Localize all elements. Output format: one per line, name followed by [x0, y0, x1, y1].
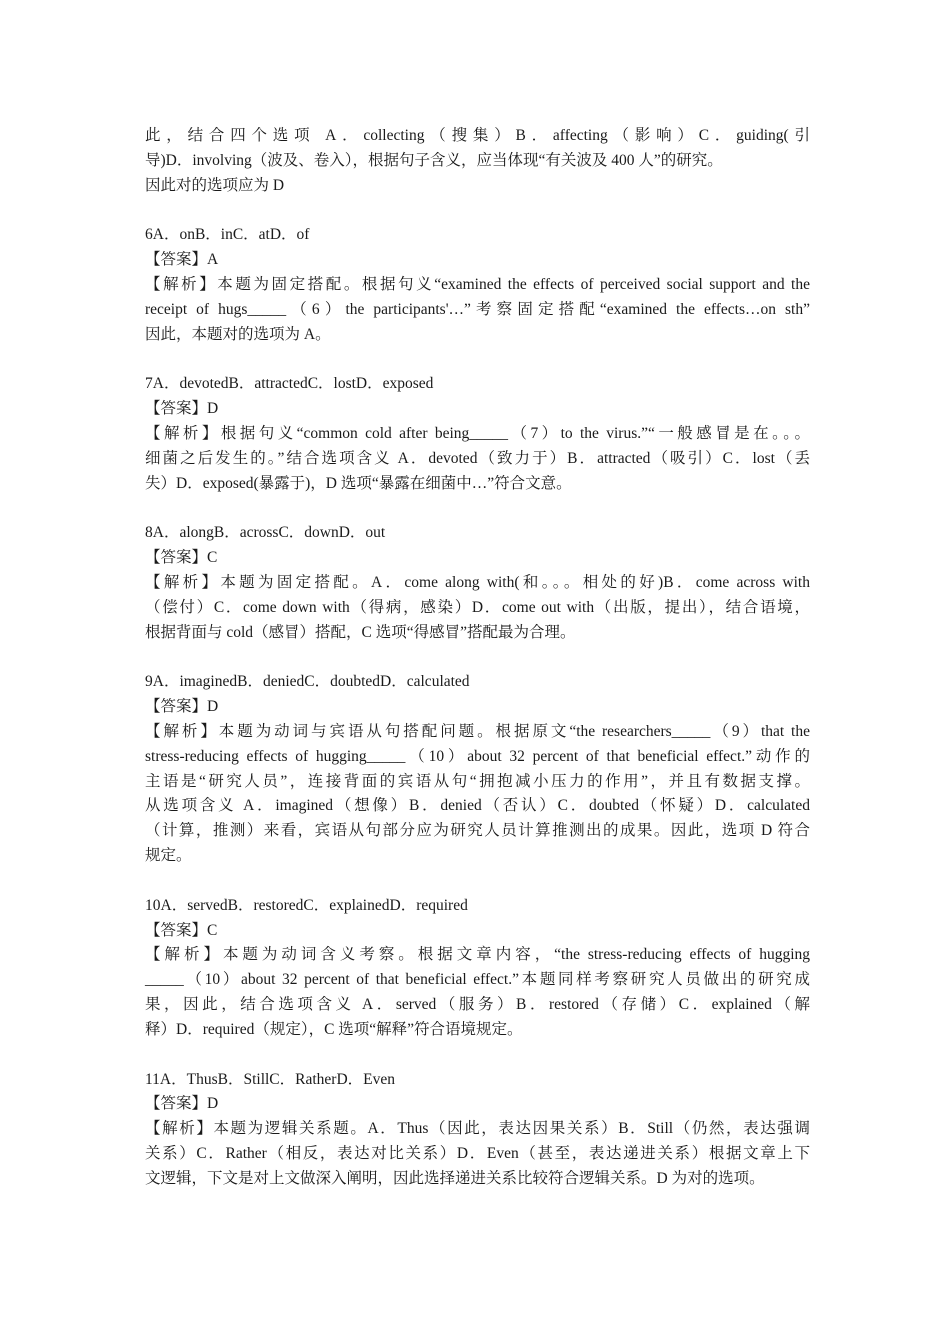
analysis-line: 释）D．required（规定），C 选项“解释”符合语境规定。 — [145, 1020, 523, 1038]
analysis-line: stress-reducing effects of hugging_____（10）about 32 percent of that beneficial effect.”动作的 — [145, 747, 810, 765]
analysis-line: 细菌之后发生的。”结合选项含义 A．devoted（致力于）B．attracted（吸引）C．lost（丢 — [145, 449, 810, 467]
intro-line: 此，结合四个选项 A．collecting（搜集）B．affecting（影响）C．guiding(引 — [145, 127, 810, 144]
question-answer: 【答案】C — [145, 549, 218, 567]
question-6 — [145, 223, 810, 347]
analysis-line: 规定。 — [145, 846, 192, 864]
question-7 — [145, 372, 810, 496]
analysis-line: 失）D．exposed(暴露于)，D 选项“暴露在细菌中…”符合文意。 — [145, 474, 572, 492]
question-answer: 【答案】C — [145, 921, 218, 939]
analysis-line: （计算，推测）来看，宾语从句部分应为研究人员计算推测出的成果。因此，选项 D 符合 — [145, 822, 810, 840]
analysis-line: （偿付）C．come down with（得病，感染）D．come out with（出版，提出），结合语境， — [145, 598, 810, 616]
question-answer: 【答案】D — [145, 400, 219, 418]
question-answer: 【答案】A — [145, 251, 219, 269]
question-answer: 【答案】D — [145, 1095, 219, 1113]
intro-line: 导)D．involving（波及、卷入），根据句子含义，应当体现“有关波及 400 人”的研究。 — [145, 151, 723, 169]
analysis-line: 【解析】本题为固定搭配。A．come along with(和。。。相处的好)B．come across with — [145, 573, 810, 591]
analysis-line: receipt of hugs_____（6）the participants'…”考察固定搭配“examined the effects…on sth” — [145, 300, 810, 318]
analysis-line: 根据背面与 cold（感冒）搭配，C 选项“得感冒”搭配最为合理。 — [145, 623, 576, 641]
question-10 — [145, 894, 810, 1043]
analysis-line: 关系）C．Rather（相反，表达对比关系）D．Even（甚至，表达递进关系）根据文章上下 — [145, 1144, 810, 1162]
question-options: 9A．imaginedB．deniedC．doubtedD．calculated — [145, 673, 470, 691]
question-8 — [145, 521, 810, 645]
intro-line: 因此对的选项应为 D — [145, 176, 285, 194]
intro-paragraph — [145, 124, 810, 198]
analysis-line: 从选项含义 A．imagined（想像）B．denied（否认）C．doubted（怀疑）D．calculated — [145, 797, 810, 815]
analysis-line: 【解析】本题为固定搭配。根据句义“examined the effects of perceived social support and the — [145, 275, 810, 293]
analysis-line: 主语是“研究人员”，连接背面的宾语从句“拥抱减小压力的作用”，并且有数据支撑。 — [145, 772, 810, 790]
question-11 — [145, 1068, 810, 1192]
analysis-line: 【解析】本题为逻辑关系题。A．Thus（因此，表达因果关系）B．Still（仍然，表达强调 — [145, 1120, 810, 1138]
question-options: 8A．alongB．acrossC．downD．out — [145, 524, 386, 542]
document-page — [145, 124, 810, 1191]
question-options: 10A．servedB．restoredC．explainedD．required — [145, 896, 468, 914]
question-options: 7A．devotedB．attractedC．lostD．exposed — [145, 375, 434, 393]
analysis-line: _____（10）about 32 percent of that beneficial effect.”本题同样考察研究人员做出的研究成 — [145, 971, 810, 989]
question-9 — [145, 670, 810, 868]
analysis-line: 【解析】本题为动词与宾语从句搭配问题。根据原文“the researchers_____（9）that the — [145, 722, 810, 740]
analysis-line: 因此，本题对的选项为 A。 — [145, 325, 331, 343]
question-options: 6A．onB．inC．atD．of — [145, 226, 310, 244]
question-options: 11A．ThusB．StillC．RatherD．Even — [145, 1070, 395, 1088]
question-answer: 【答案】D — [145, 698, 219, 716]
analysis-line: 文逻辑，下文是对上文做深入阐明，因此选择递进关系比较符合逻辑关系。D 为对的选项。 — [145, 1169, 765, 1187]
analysis-line: 【解析】根据句义“common cold after being_____（7）to the virus.”“一般感冒是在。。。 — [145, 424, 810, 442]
analysis-line: 果，因此，结合选项含义 A．served（服务）B．restored（存储）C．explained（解 — [145, 995, 810, 1013]
analysis-line: 【解析】本题为动词含义考察。根据文章内容，“the stress-reducing effects of hugging — [145, 946, 810, 964]
